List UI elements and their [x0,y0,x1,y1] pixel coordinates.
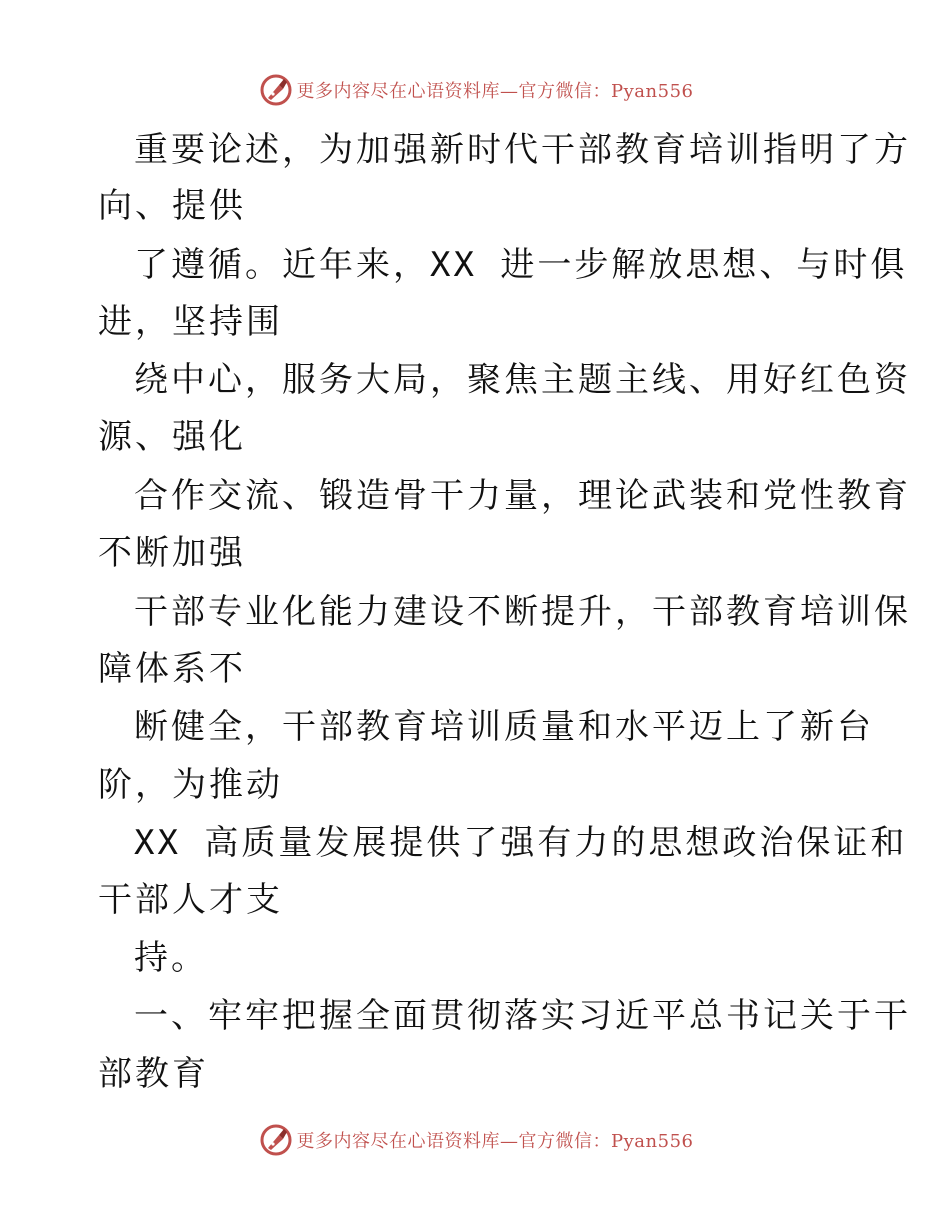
body-line: 持。 [134,938,208,978]
body-line: 不断加强 [98,533,246,573]
body-line: 障体系不 [98,649,246,689]
body-line: 一、牢牢把握全面贯彻落实习近平总书记关于干 [134,996,911,1036]
body-line: 绕中心，服务大局，聚焦主题主线、用好红色资 [134,360,911,400]
pen-nib-circle-icon [259,1123,293,1157]
pen-nib-circle-icon [259,73,293,107]
body-line: 源、强化 [98,417,246,457]
header-banner-text: 更多内容尽在心语资料库—官方微信：Pyan556 [296,81,694,102]
body-line: 部教育 [98,1054,209,1094]
body-line: 了遵循。近年来，XX 进一步解放思想、与时俱 [134,245,908,285]
body-line: 阶，为推动 [98,765,283,805]
footer-banner-text: 更多内容尽在心语资料库—官方微信：Pyan556 [296,1131,694,1152]
header-banner [0,70,950,110]
footer-banner [0,1120,950,1160]
body-line: 断健全，干部教育培训质量和水平迈上了新台 [134,707,874,747]
body-line: XX 高质量发展提供了强有力的思想政治保证和 [134,823,908,863]
body-line: 重要论述，为加强新时代干部教育培训指明了方 [134,130,911,170]
body-line: 向、提供 [98,186,246,226]
body-line: 进，坚持围 [98,302,283,342]
body-line: 干部人才支 [98,880,283,920]
body-line: 干部专业化能力建设不断提升，干部教育培训保 [134,592,911,632]
body-line: 合作交流、锻造骨干力量，理论武装和党性教育 [134,476,911,516]
